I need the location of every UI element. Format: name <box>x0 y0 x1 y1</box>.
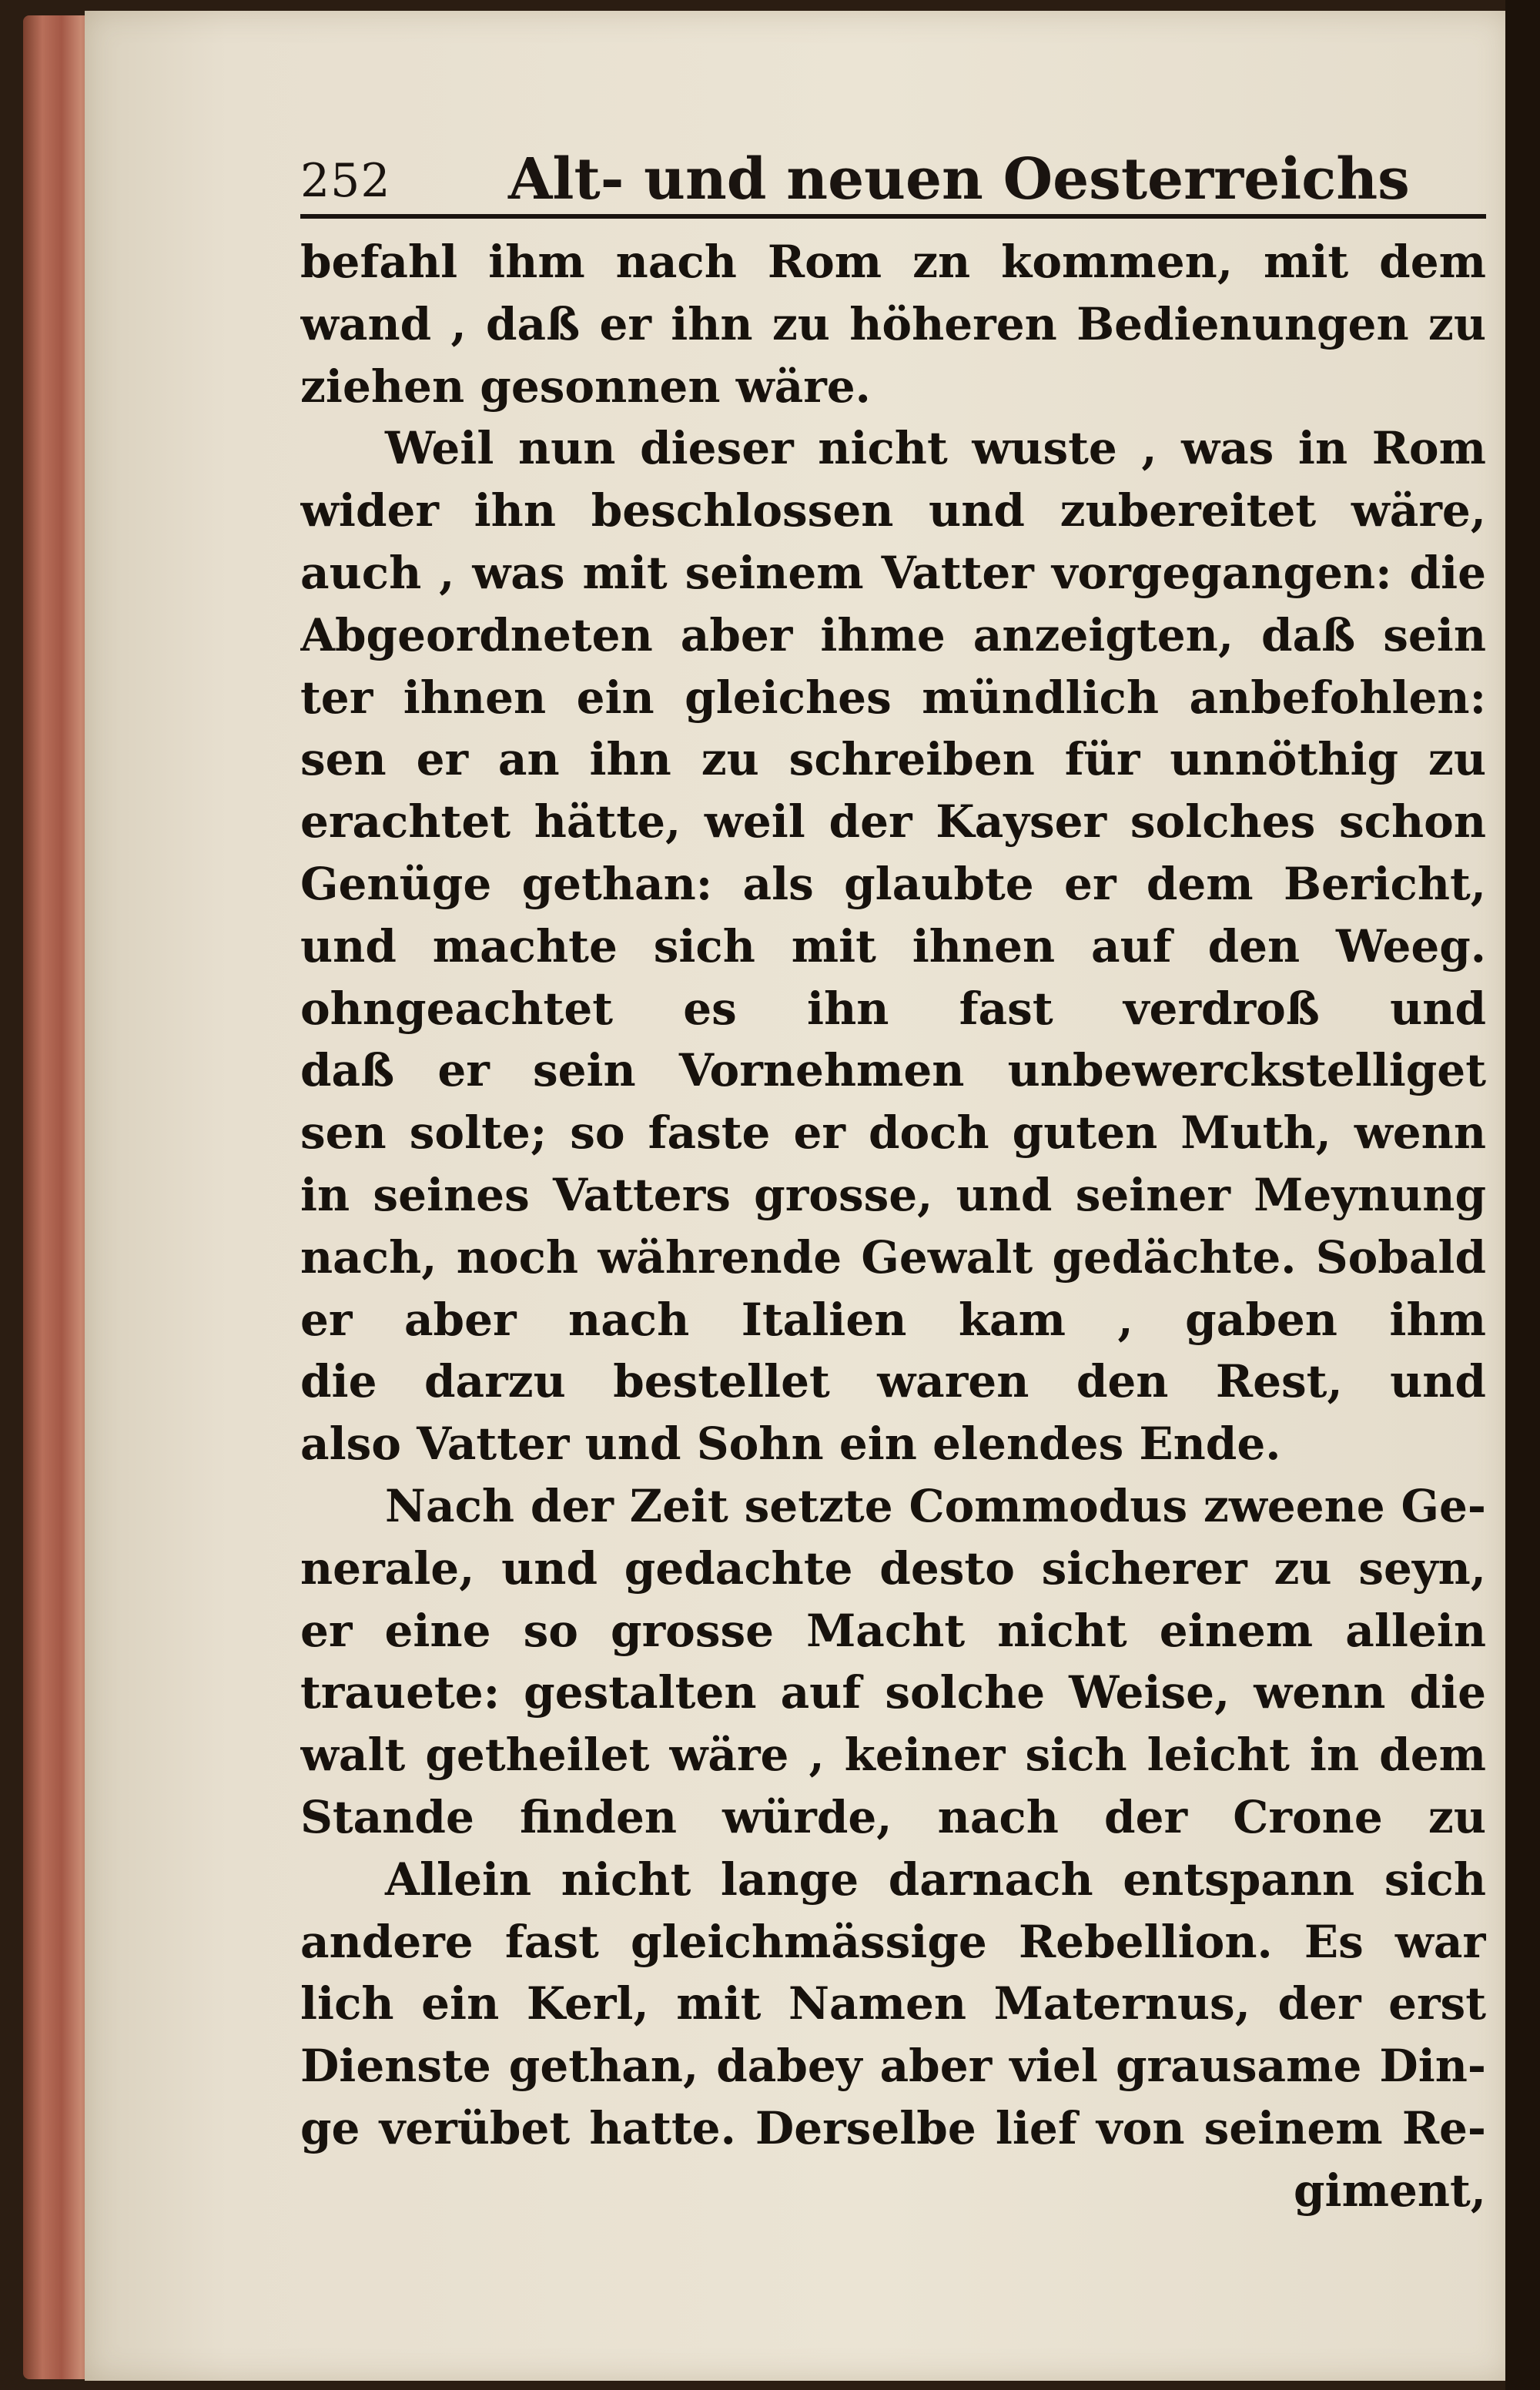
text-line: ter ihnen ein gleiches mündlich anbefohlen: <box>300 671 1486 724</box>
catchword: giment, <box>1293 2164 1486 2217</box>
text-line: und machte sich mit ihnen auf den Weeg. <box>300 919 1486 972</box>
page-header <box>300 131 1502 213</box>
text-line: ge verübet hatte. Derselbe lief von seinem Re- <box>300 2101 1486 2154</box>
book-spine <box>1505 0 1540 2390</box>
text-line: lich ein Kerl, mit Namen Maternus, der erst <box>300 1977 1486 2030</box>
text-block <box>300 131 1502 2364</box>
text-line: trauete: gestalten auf solche Weise, wenn die <box>300 1666 1486 1719</box>
text-line: Weil nun dieser nicht wuste , was in Rom <box>385 422 1486 475</box>
text-line: ziehen gesonnen wäre. <box>300 360 871 413</box>
text-line: Genüge gethan: als glaubte er dem Bericht, <box>300 857 1486 910</box>
text-line: sen er an ihn zu schreiben für unnöthig zu <box>300 733 1486 786</box>
header-rule <box>300 214 1486 219</box>
text-line: wand , daß er ihn zu höheren Bedienungen zu <box>300 297 1486 350</box>
body-text <box>300 231 1486 2222</box>
text-line: Dienste gethan, dabey aber viel grausame Din- <box>300 2040 1486 2093</box>
text-line: nach, noch währende Gewalt gedächte. Sobald <box>300 1230 1486 1284</box>
running-title: Alt- und neuen Oesterreichs <box>508 146 1410 213</box>
text-line: in seines Vatters grosse, und seiner Meynung <box>300 1168 1486 1221</box>
text-line: also Vatter und Sohn ein elendes Ende. <box>300 1418 1281 1471</box>
text-line: die darzu bestellet waren den Rest, und <box>300 1355 1486 1408</box>
text-line: Stande finden würde, nach der Crone zu <box>300 1790 1486 1843</box>
text-line: nerale, und gedachte desto sicherer zu seyn, <box>300 1541 1486 1595</box>
text-line: ohngeachtet es ihn fast verdroß und <box>300 982 1486 1035</box>
text-line: Allein nicht lange darnach entspann sich <box>385 1853 1486 1906</box>
text-line: andere fast gleichmässige Rebellion. Es war <box>300 1915 1486 1968</box>
text-line: daß er sein Vornehmen unbewerckstelliget <box>300 1044 1486 1097</box>
text-line: Nach der Zeit setzte Commodus zweene Ge- <box>385 1479 1486 1532</box>
text-line: er aber nach Italien kam , gaben ihm <box>300 1293 1486 1346</box>
text-line: auch , was mit seinem Vatter vorgegangen: die <box>300 546 1486 599</box>
text-line: wider ihn beschlossen und zubereitet wäre, <box>300 484 1486 537</box>
text-line: walt getheilet wäre , keiner sich leicht in dem <box>300 1729 1486 1782</box>
text-line: er eine so grosse Macht nicht einem allein <box>300 1604 1486 1657</box>
text-line: sen solte; so faste er doch guten Muth, wenn <box>300 1106 1486 1160</box>
text-line: Abgeordneten aber ihme anzeigten, daß sein <box>300 608 1486 661</box>
page-number: 252 <box>300 154 391 208</box>
text-line: befahl ihm nach Rom zn kommen, mit dem <box>300 236 1486 288</box>
text-line: erachtet hätte, weil der Kayser solches schon <box>300 795 1486 849</box>
